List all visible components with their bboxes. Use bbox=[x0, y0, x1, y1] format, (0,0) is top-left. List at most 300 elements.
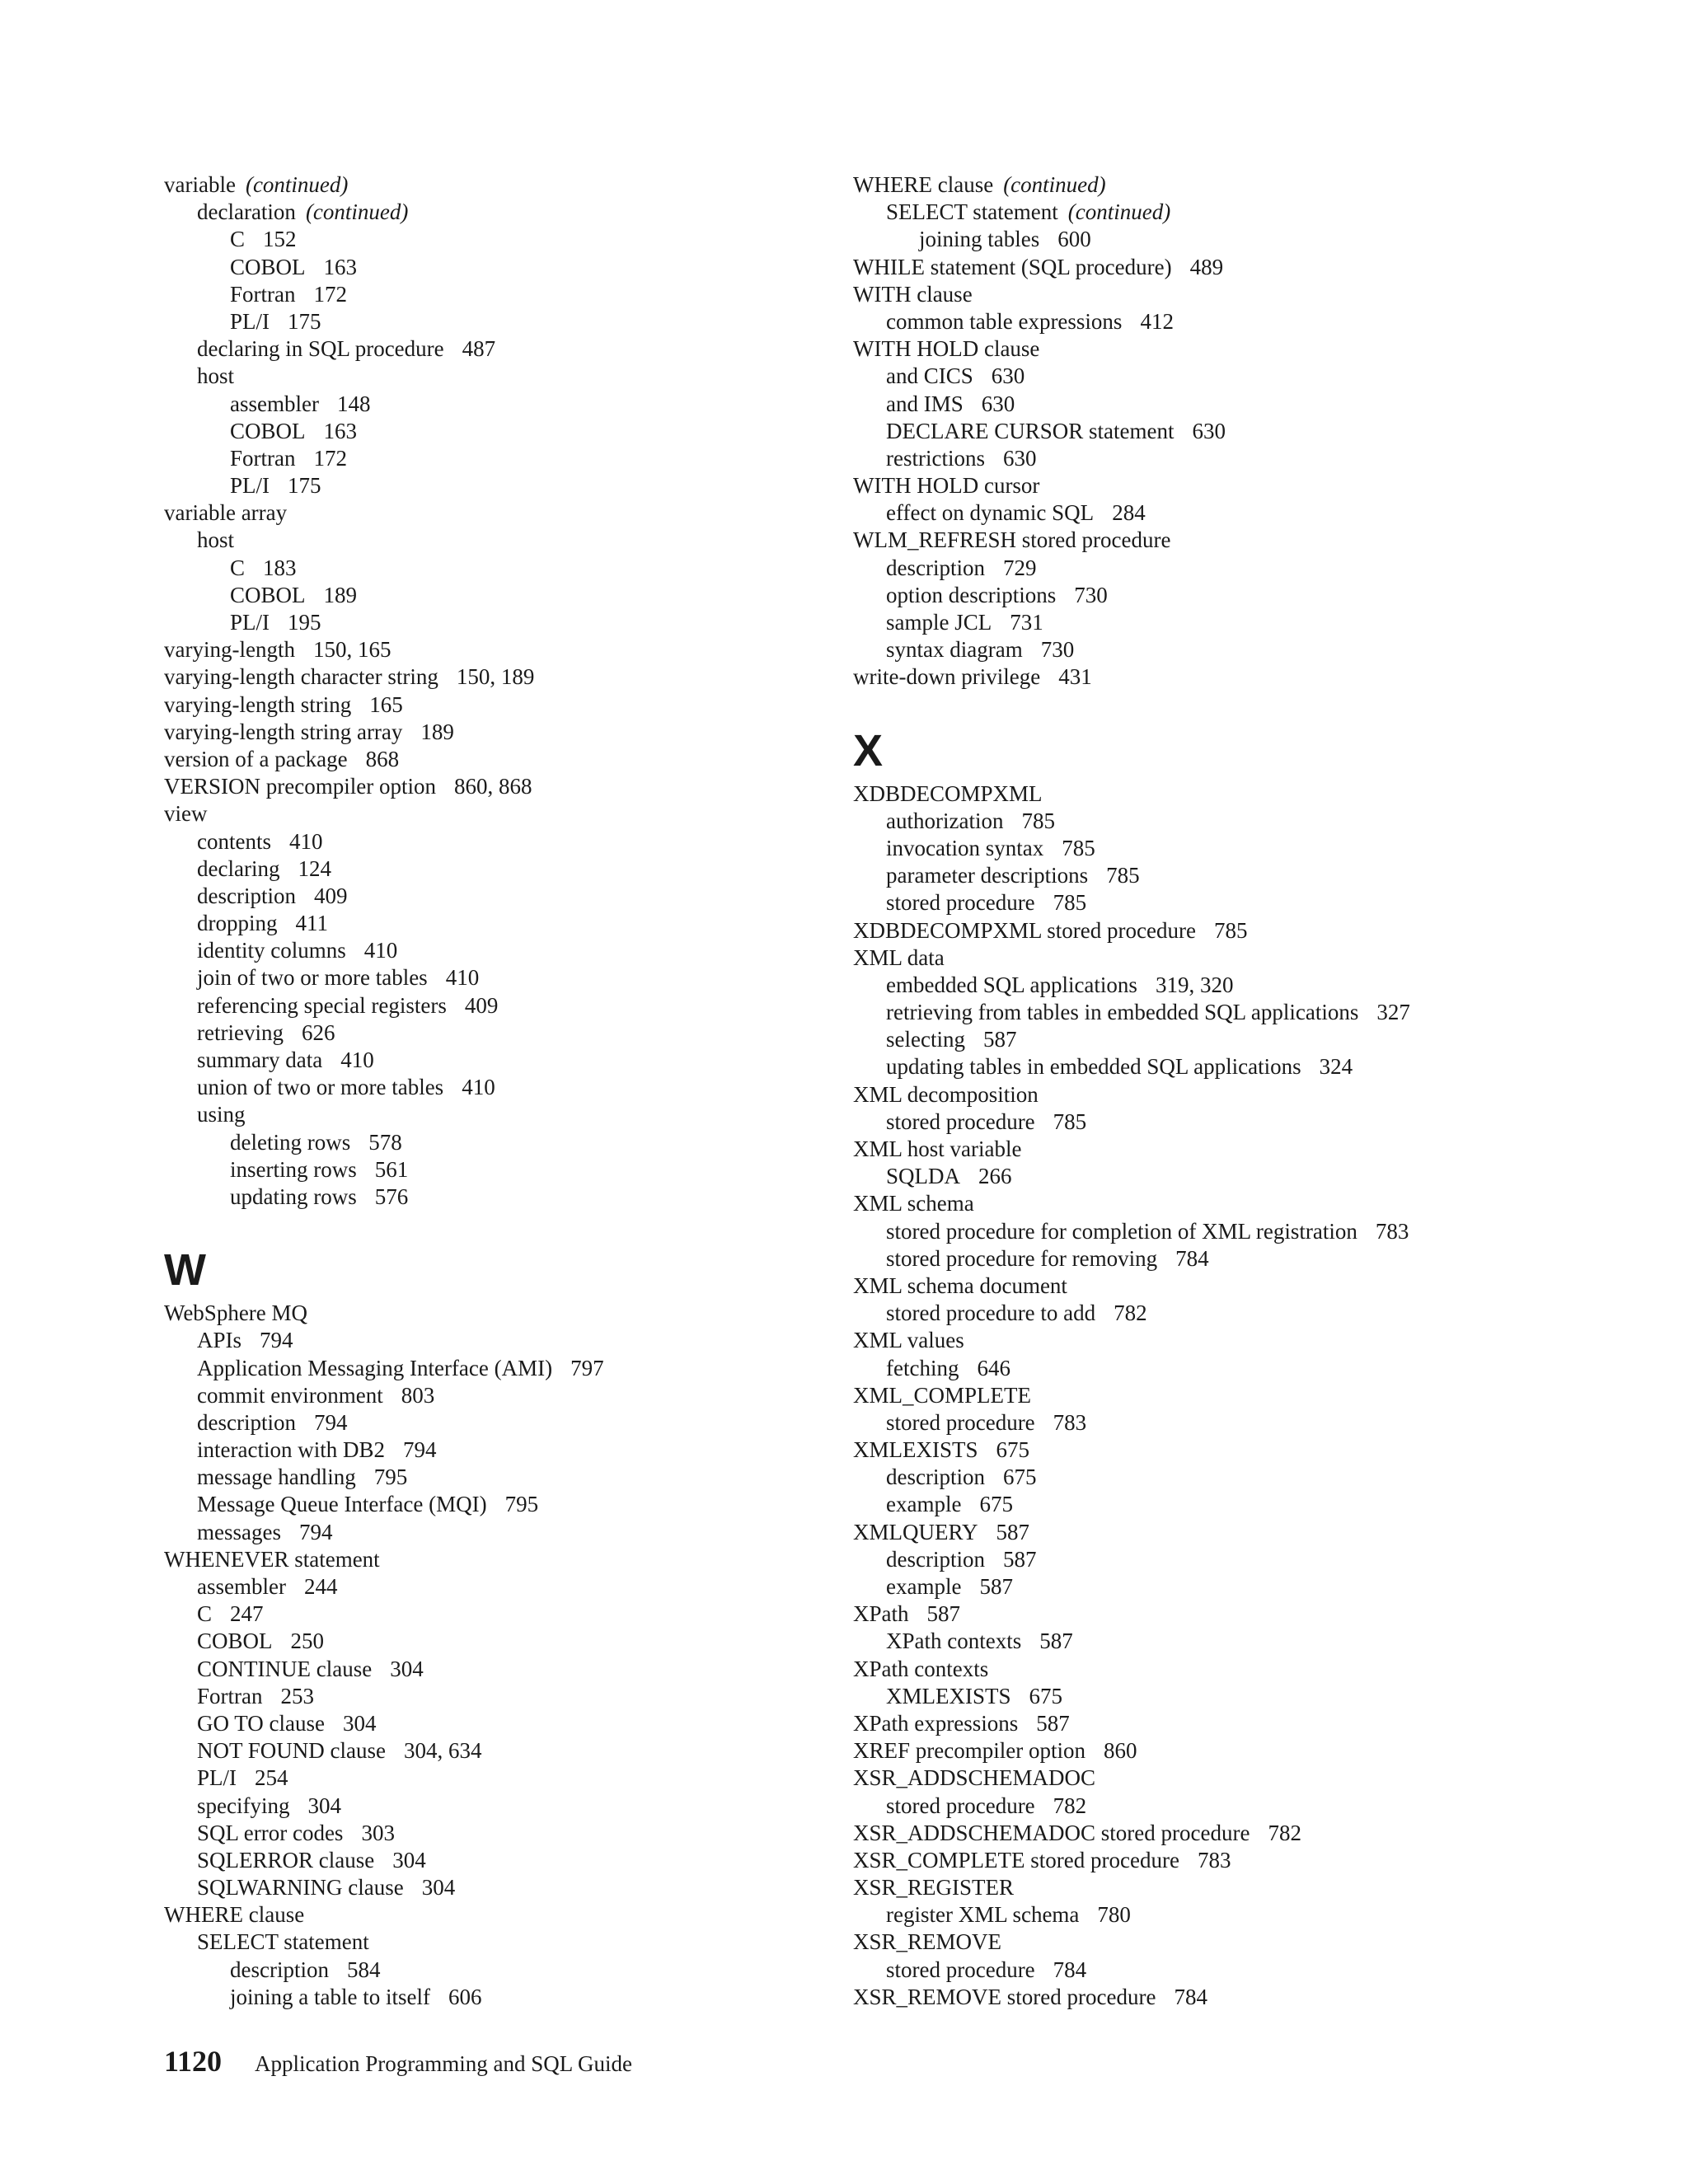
index-entry bbox=[164, 445, 823, 472]
index-term: stored procedure bbox=[886, 890, 1035, 916]
continued-note: (continued) bbox=[245, 172, 349, 197]
index-term: varying-length character string bbox=[164, 664, 438, 690]
page-reference: 409 bbox=[313, 883, 348, 908]
index-entry bbox=[853, 199, 1512, 226]
index-term: declaring bbox=[197, 855, 280, 881]
page-reference: 244 bbox=[303, 1574, 338, 1599]
index-term: PL/I bbox=[230, 610, 270, 635]
index-entry bbox=[853, 308, 1512, 335]
page-reference: 163 bbox=[323, 254, 358, 279]
index-term: selecting bbox=[886, 1027, 965, 1052]
index-entry bbox=[164, 1409, 823, 1436]
page-reference: 304 bbox=[307, 1793, 341, 1818]
page-reference: 165 bbox=[369, 691, 403, 717]
index-term: XSR_REGISTER bbox=[853, 1875, 1015, 1900]
index-entry bbox=[853, 1901, 1512, 1929]
page-reference: 785 bbox=[1053, 890, 1087, 916]
index-entry bbox=[164, 254, 823, 281]
page-reference: 412 bbox=[1140, 308, 1174, 334]
index-entry bbox=[164, 1710, 823, 1737]
index-entry bbox=[164, 1129, 823, 1156]
index-entry bbox=[164, 391, 823, 418]
index-entry bbox=[164, 527, 823, 554]
page-reference: 587 bbox=[926, 1601, 960, 1627]
index-term: stored procedure for completion of XML registration bbox=[886, 1218, 1357, 1244]
index-entry bbox=[164, 1382, 823, 1409]
index-entry bbox=[853, 1737, 1512, 1765]
index-entry bbox=[164, 1874, 823, 1901]
index-entry bbox=[164, 1601, 823, 1628]
book-title: Application Programming and SQL Guide bbox=[255, 2051, 632, 2076]
page-reference: 303 bbox=[361, 1820, 395, 1845]
page-reference: 319, 320 bbox=[1155, 972, 1234, 997]
index-entry bbox=[164, 1929, 823, 1956]
page-reference: 266 bbox=[978, 1164, 1012, 1189]
page-reference: 785 bbox=[1053, 1108, 1087, 1134]
index-term: register XML schema bbox=[886, 1902, 1080, 1928]
index-term: stored procedure bbox=[886, 1793, 1035, 1818]
page-reference: 860 bbox=[1103, 1738, 1137, 1764]
page-reference: 785 bbox=[1062, 835, 1095, 860]
page-reference: 576 bbox=[374, 1183, 409, 1209]
page-reference: 172 bbox=[313, 445, 347, 471]
index-entry bbox=[164, 964, 823, 991]
index-entry bbox=[853, 499, 1512, 527]
page-reference: 489 bbox=[1189, 254, 1224, 279]
page-reference: 794 bbox=[402, 1437, 437, 1463]
page-reference: 304, 634 bbox=[403, 1738, 482, 1764]
page-reference: 587 bbox=[996, 1519, 1030, 1544]
index-entry bbox=[164, 308, 823, 335]
index-section-letter: X bbox=[853, 725, 884, 776]
index-entry bbox=[164, 363, 823, 390]
page-reference: 794 bbox=[313, 1409, 348, 1435]
page-footer bbox=[164, 2044, 632, 2079]
index-entry bbox=[853, 972, 1512, 999]
index-entry bbox=[853, 1847, 1512, 1874]
index-term: PL/I bbox=[230, 308, 270, 334]
page-reference: 675 bbox=[1029, 1683, 1063, 1708]
index-term: stored procedure bbox=[886, 1957, 1035, 1982]
index-term: assembler bbox=[230, 391, 319, 416]
index-entry bbox=[853, 281, 1512, 308]
index-term: using bbox=[197, 1102, 246, 1127]
index-term: XREF precompiler option bbox=[853, 1738, 1085, 1764]
index-term: SELECT statement bbox=[886, 199, 1058, 225]
index-entry bbox=[164, 1765, 823, 1792]
index-term: NOT FOUND clause bbox=[197, 1738, 386, 1764]
index-term: DECLARE CURSOR statement bbox=[886, 418, 1175, 443]
index-entry bbox=[164, 1573, 823, 1601]
index-term: WLM_REFRESH stored procedure bbox=[853, 527, 1171, 553]
index-term: stored procedure bbox=[886, 1108, 1035, 1134]
page-reference: 600 bbox=[1057, 227, 1091, 252]
page-reference: 250 bbox=[290, 1629, 325, 1654]
page-reference: 410 bbox=[288, 828, 323, 854]
page-reference: 247 bbox=[230, 1601, 264, 1627]
index-entry bbox=[853, 1409, 1512, 1436]
index-entry bbox=[853, 335, 1512, 363]
page-reference: 487 bbox=[462, 336, 496, 362]
index-column-left bbox=[164, 171, 823, 2011]
page-reference: 797 bbox=[570, 1355, 604, 1380]
index-term: syntax diagram bbox=[886, 637, 1023, 663]
index-entry bbox=[164, 828, 823, 855]
index-entry bbox=[164, 1737, 823, 1765]
index-term: write-down privilege bbox=[853, 664, 1041, 690]
page-reference: 587 bbox=[1002, 1546, 1037, 1572]
index-term: description bbox=[886, 1546, 985, 1572]
page-reference: 411 bbox=[295, 911, 328, 936]
index-term: commit environment bbox=[197, 1382, 383, 1408]
index-term: effect on dynamic SQL bbox=[886, 500, 1095, 526]
index-entry bbox=[853, 1519, 1512, 1546]
page-reference: 794 bbox=[260, 1328, 293, 1353]
index-term: SQLWARNING clause bbox=[197, 1875, 404, 1900]
page-reference: 785 bbox=[1106, 863, 1140, 888]
index-entry bbox=[164, 499, 823, 527]
index-term: declaring in SQL procedure bbox=[197, 336, 444, 362]
index-entry bbox=[164, 281, 823, 308]
index-entry bbox=[853, 527, 1512, 554]
index-entry bbox=[853, 254, 1512, 281]
index-entry bbox=[853, 171, 1512, 199]
page-reference: 150, 165 bbox=[312, 637, 392, 663]
index-term: WITH clause bbox=[853, 281, 973, 307]
index-entry bbox=[853, 1573, 1512, 1601]
index-entry bbox=[853, 1765, 1512, 1792]
page-reference: 626 bbox=[301, 1019, 335, 1045]
index-term: XDBDECOMPXML bbox=[853, 780, 1043, 806]
index-term: SELECT statement bbox=[197, 1929, 369, 1955]
index-term: WHERE clause bbox=[164, 1902, 305, 1928]
index-term: stored procedure bbox=[886, 1409, 1035, 1435]
index-entry bbox=[164, 855, 823, 883]
index-term: XML schema bbox=[853, 1191, 974, 1216]
index-term: retrieving from tables in embedded SQL applications bbox=[886, 1000, 1359, 1025]
page-reference: 304 bbox=[421, 1875, 456, 1900]
index-term: joining tables bbox=[919, 227, 1040, 252]
index-term: and IMS bbox=[886, 391, 964, 416]
index-term: XSR_REMOVE stored procedure bbox=[853, 1984, 1156, 2009]
index-entry bbox=[853, 889, 1512, 916]
index-term: XML schema document bbox=[853, 1272, 1067, 1298]
index-term: variable bbox=[164, 172, 236, 197]
index-term: SQLERROR clause bbox=[197, 1847, 375, 1872]
page-reference: 409 bbox=[464, 992, 499, 1018]
index-term: C bbox=[197, 1601, 213, 1627]
index-entry bbox=[164, 910, 823, 937]
index-term: join of two or more tables bbox=[197, 965, 428, 991]
index-entry bbox=[164, 1300, 823, 1327]
index-term: XML values bbox=[853, 1328, 964, 1353]
index-entry bbox=[853, 1355, 1512, 1382]
page-reference: 646 bbox=[977, 1355, 1010, 1380]
index-entry bbox=[164, 171, 823, 199]
continued-note: (continued) bbox=[1067, 199, 1171, 225]
index-term: XMLEXISTS bbox=[853, 1437, 978, 1463]
index-term: joining a table to itself bbox=[230, 1984, 430, 2009]
index-entry bbox=[164, 1464, 823, 1491]
index-entry bbox=[164, 1656, 823, 1683]
page-reference: 729 bbox=[1002, 555, 1037, 580]
index-entry bbox=[164, 582, 823, 609]
index-term: fetching bbox=[886, 1355, 959, 1380]
index-term: varying-length bbox=[164, 637, 295, 663]
index-entry bbox=[164, 1183, 823, 1211]
index-term: WebSphere MQ bbox=[164, 1301, 308, 1326]
index-term: XSR_REMOVE bbox=[853, 1929, 1002, 1955]
index-term: restrictions bbox=[886, 445, 985, 471]
index-entry bbox=[853, 1136, 1512, 1163]
index-entry bbox=[853, 418, 1512, 445]
index-term: description bbox=[886, 1465, 985, 1490]
index-entry bbox=[853, 1628, 1512, 1655]
index-entry bbox=[853, 835, 1512, 862]
index-term: declaration bbox=[197, 199, 296, 225]
page-reference: 410 bbox=[340, 1047, 374, 1072]
index-term: example bbox=[886, 1574, 962, 1599]
index-entry bbox=[164, 199, 823, 226]
page-reference: 324 bbox=[1319, 1054, 1353, 1080]
page-reference: 630 bbox=[1002, 445, 1037, 471]
page-reference: 675 bbox=[979, 1492, 1013, 1517]
page-reference: 780 bbox=[1097, 1902, 1131, 1928]
index-entry bbox=[853, 917, 1512, 944]
index-term: description bbox=[197, 883, 296, 908]
page-reference: 163 bbox=[323, 418, 358, 443]
page-reference: 795 bbox=[373, 1465, 408, 1490]
page-reference: 587 bbox=[979, 1574, 1013, 1599]
index-entry bbox=[164, 663, 823, 691]
index-entry bbox=[853, 1929, 1512, 1956]
index-term: description bbox=[230, 1957, 329, 1982]
index-entry bbox=[853, 363, 1512, 390]
page-reference: 783 bbox=[1053, 1409, 1087, 1435]
index-entry bbox=[164, 472, 823, 499]
index-entry bbox=[853, 226, 1512, 253]
index-term: WHENEVER statement bbox=[164, 1546, 380, 1572]
page-reference: 175 bbox=[288, 473, 321, 499]
index-entry bbox=[164, 226, 823, 253]
page-reference: 630 bbox=[1192, 418, 1226, 443]
index-entry bbox=[164, 773, 823, 800]
index-entry bbox=[164, 1984, 823, 2011]
index-term: invocation syntax bbox=[886, 835, 1044, 860]
index-term: XPath contexts bbox=[853, 1656, 989, 1681]
index-entry bbox=[853, 555, 1512, 582]
page-reference: 195 bbox=[288, 610, 321, 635]
index-term: updating rows bbox=[230, 1183, 357, 1209]
index-entry bbox=[164, 335, 823, 363]
index-entry bbox=[164, 1847, 823, 1874]
index-term: embedded SQL applications bbox=[886, 972, 1137, 997]
page-reference: 675 bbox=[996, 1437, 1030, 1463]
index-term: XPath bbox=[853, 1601, 909, 1627]
page-reference: 784 bbox=[1175, 1245, 1209, 1271]
index-term: sample JCL bbox=[886, 610, 992, 635]
index-entry bbox=[853, 808, 1512, 835]
page-reference: 587 bbox=[982, 1027, 1017, 1052]
index-entry bbox=[164, 719, 823, 746]
continued-note: (continued) bbox=[305, 199, 409, 225]
index-term: XSR_ADDSCHEMADOC stored procedure bbox=[853, 1820, 1250, 1845]
index-entry bbox=[853, 445, 1512, 472]
index-entry bbox=[164, 1546, 823, 1573]
page-reference: 587 bbox=[1036, 1710, 1070, 1736]
index-term: variable array bbox=[164, 500, 288, 526]
index-entry bbox=[853, 1464, 1512, 1491]
index-entry bbox=[853, 999, 1512, 1026]
index-term: XML_COMPLETE bbox=[853, 1382, 1031, 1408]
index-term: host bbox=[197, 527, 235, 553]
index-entry bbox=[164, 1156, 823, 1183]
index-term: Fortran bbox=[197, 1683, 263, 1708]
index-entry bbox=[853, 1957, 1512, 1984]
page-reference: 124 bbox=[298, 855, 331, 881]
index-term: APIs bbox=[197, 1328, 242, 1353]
index-term: assembler bbox=[197, 1574, 286, 1599]
index-term: SQLDA bbox=[886, 1164, 961, 1189]
index-entry bbox=[853, 1327, 1512, 1354]
index-term: WHILE statement (SQL procedure) bbox=[853, 254, 1172, 279]
index-term: deleting rows bbox=[230, 1129, 351, 1155]
index-term: stored procedure to add bbox=[886, 1301, 1096, 1326]
index-section-letter: W bbox=[164, 1245, 206, 1296]
index-entry bbox=[164, 1355, 823, 1382]
index-term: description bbox=[886, 555, 985, 580]
index-entry bbox=[853, 1272, 1512, 1300]
index-term: referencing special registers bbox=[197, 992, 447, 1018]
page-reference: 606 bbox=[448, 1984, 482, 2009]
continued-note: (continued) bbox=[1003, 172, 1106, 197]
page-reference: 189 bbox=[420, 719, 454, 744]
index-term: varying-length string array bbox=[164, 719, 403, 744]
index-term: XMLQUERY bbox=[853, 1519, 978, 1544]
page-reference: 175 bbox=[288, 308, 321, 334]
index-term: Application Messaging Interface (AMI) bbox=[197, 1355, 553, 1380]
index-term: Fortran bbox=[230, 281, 296, 307]
index-entry bbox=[853, 609, 1512, 636]
index-entry bbox=[164, 746, 823, 773]
index-entry bbox=[853, 636, 1512, 663]
page-reference: 561 bbox=[374, 1156, 409, 1182]
page-reference: 783 bbox=[1375, 1218, 1409, 1244]
index-term: XML decomposition bbox=[853, 1081, 1039, 1107]
index-term: XML host variable bbox=[853, 1137, 1022, 1161]
index-entry bbox=[164, 1436, 823, 1464]
index-entry bbox=[164, 1327, 823, 1354]
index-term: contents bbox=[197, 828, 271, 854]
index-entry bbox=[853, 1190, 1512, 1217]
index-term: SQL error codes bbox=[197, 1820, 344, 1845]
index-term: XPath expressions bbox=[853, 1710, 1019, 1736]
page-reference: 675 bbox=[1002, 1465, 1037, 1490]
page-reference: 148 bbox=[336, 391, 371, 416]
index-term: Fortran bbox=[230, 445, 296, 471]
page-reference: 304 bbox=[392, 1847, 426, 1872]
index-term: WHERE clause bbox=[853, 172, 994, 197]
index-term: example bbox=[886, 1492, 962, 1517]
page-reference: 794 bbox=[298, 1519, 333, 1544]
index-term: version of a package bbox=[164, 746, 348, 771]
index-term: updating tables in embedded SQL applications bbox=[886, 1054, 1301, 1080]
index-entry bbox=[164, 992, 823, 1019]
index-term: COBOL bbox=[230, 418, 306, 443]
page-reference: 304 bbox=[342, 1710, 377, 1736]
index-term: XMLEXISTS bbox=[886, 1683, 1011, 1708]
index-entry bbox=[164, 937, 823, 964]
index-term: VERSION precompiler option bbox=[164, 774, 436, 799]
index-term: option descriptions bbox=[886, 582, 1057, 607]
page-reference: 584 bbox=[346, 1957, 381, 1982]
index-entry bbox=[853, 780, 1512, 808]
page-reference: 860, 868 bbox=[453, 774, 532, 799]
page-reference: 783 bbox=[1197, 1847, 1231, 1872]
index-entry bbox=[164, 1957, 823, 1984]
index-entry bbox=[853, 1245, 1512, 1272]
index-term: PL/I bbox=[197, 1765, 237, 1791]
index-term: interaction with DB2 bbox=[197, 1437, 385, 1463]
index-term: C bbox=[230, 555, 246, 580]
page-reference: 803 bbox=[401, 1382, 435, 1408]
index-entry bbox=[853, 1546, 1512, 1573]
index-term: PL/I bbox=[230, 473, 270, 499]
index-term: retrieving bbox=[197, 1019, 284, 1045]
page-reference: 410 bbox=[445, 965, 480, 991]
index-entry bbox=[164, 800, 823, 827]
page-reference: 578 bbox=[368, 1129, 402, 1155]
index-entry bbox=[853, 1710, 1512, 1737]
page-reference: 731 bbox=[1010, 610, 1043, 635]
index-term: GO TO clause bbox=[197, 1710, 325, 1736]
page-reference: 784 bbox=[1053, 1957, 1087, 1982]
index-entry bbox=[853, 1984, 1512, 2011]
index-term: COBOL bbox=[197, 1629, 273, 1654]
page-reference: 304 bbox=[390, 1656, 424, 1681]
page-reference: 784 bbox=[1174, 1984, 1207, 2009]
page-reference: 730 bbox=[1074, 582, 1108, 607]
index-term: XSR_COMPLETE stored procedure bbox=[853, 1847, 1179, 1872]
index-term: COBOL bbox=[230, 582, 306, 607]
index-entry bbox=[853, 1300, 1512, 1327]
index-entry bbox=[164, 1047, 823, 1074]
page-reference: 284 bbox=[1112, 500, 1146, 526]
index-entry bbox=[164, 883, 823, 910]
index-term: message handling bbox=[197, 1465, 356, 1490]
index-entry bbox=[853, 391, 1512, 418]
index-term: C bbox=[230, 227, 246, 252]
index-term: messages bbox=[197, 1519, 281, 1544]
page-reference: 327 bbox=[1376, 1000, 1410, 1025]
index-entry bbox=[164, 1793, 823, 1820]
index-entry bbox=[164, 609, 823, 636]
index-entry bbox=[853, 1601, 1512, 1628]
index-entry bbox=[164, 636, 823, 663]
page-number: 1120 bbox=[164, 2045, 223, 2078]
index-entry bbox=[853, 1491, 1512, 1518]
index-term: XSR_ADDSCHEMADOC bbox=[853, 1765, 1096, 1791]
index-entry bbox=[853, 1218, 1512, 1245]
index-entry bbox=[853, 1163, 1512, 1190]
page-reference: 795 bbox=[504, 1492, 539, 1517]
index-entry bbox=[164, 1101, 823, 1128]
index-term: stored procedure for removing bbox=[886, 1245, 1158, 1271]
index-term: authorization bbox=[886, 808, 1004, 833]
index-entry bbox=[164, 1683, 823, 1710]
index-term: XDBDECOMPXML stored procedure bbox=[853, 917, 1196, 943]
index-entry bbox=[164, 1019, 823, 1047]
